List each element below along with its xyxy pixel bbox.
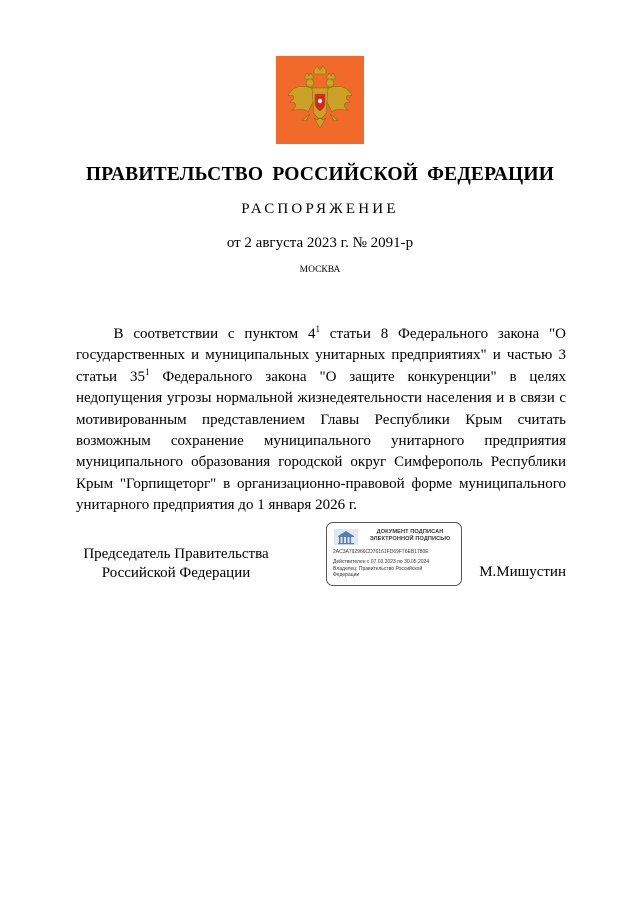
- government-building-icon: [333, 528, 359, 546]
- order-body-paragraph: [76, 324, 566, 517]
- signatory-title-line-2: Российской Федерации: [101, 565, 251, 581]
- signatory-name: М.Мишустин: [479, 564, 566, 580]
- body-text-part-2: статьи 8 Федерального закона "О государственных и муниципальных унитарных предприятиях" и частью 3 статьи 35: [76, 326, 566, 385]
- government-title: ПРАВИТЕЛЬСТВО РОССИЙСКОЙ ФЕДЕРАЦИИ: [85, 164, 555, 185]
- document-date-number: от 2 августа 2023 г. № 2091-р: [226, 235, 414, 251]
- superscript-2: 1: [144, 366, 150, 377]
- document-city: МОСКВА: [299, 265, 341, 275]
- stamp-heading-line-1: ДОКУМЕНТ ПОДПИСАН: [376, 529, 444, 535]
- signatory-title: [76, 545, 276, 583]
- body-text-part-1: В соответствии с пунктом 4: [113, 326, 316, 342]
- body-text-part-3: Федерального закона "О защите конкуренции" в целях недопущения угрозы нормальной жизнедеятельности населения и в связи с мотивированным представлением Главы Республики Крым считать возможным сохранение муниципального унитарного предприятия муниципального образования городской округ Симферополь Республики Крым "Горпищеторг" в организационно-правовой форме муниципального унитарного предприятия до 1 января 2026 г.: [76, 368, 566, 514]
- stamp-heading-line-2: ЭЛЕКТРОННОЙ ПОДПИСЬЮ: [369, 536, 451, 542]
- stamp-owner-line-2: Федерации: [333, 572, 360, 578]
- signatory-title-line-1: Председатель Правительства: [83, 546, 269, 562]
- superscript-1: 1: [315, 324, 320, 334]
- stamp-validity: Действителен с 07.03.2023 по 30.05.2024: [333, 559, 430, 565]
- stamp-certificate-serial: 2AC3A792966CD76161FD69F76EB1780E: [333, 549, 429, 555]
- stamp-heading: [361, 529, 459, 543]
- electronic-signature-stamp: [326, 522, 462, 586]
- document-type: РАСПОРЯЖЕНИЕ: [241, 201, 399, 217]
- stamp-owner-line-1: Владелец: Правительство Российской: [333, 566, 423, 572]
- coat-of-arms-emblem: [276, 56, 364, 144]
- coat-of-arms-icon: [276, 56, 364, 144]
